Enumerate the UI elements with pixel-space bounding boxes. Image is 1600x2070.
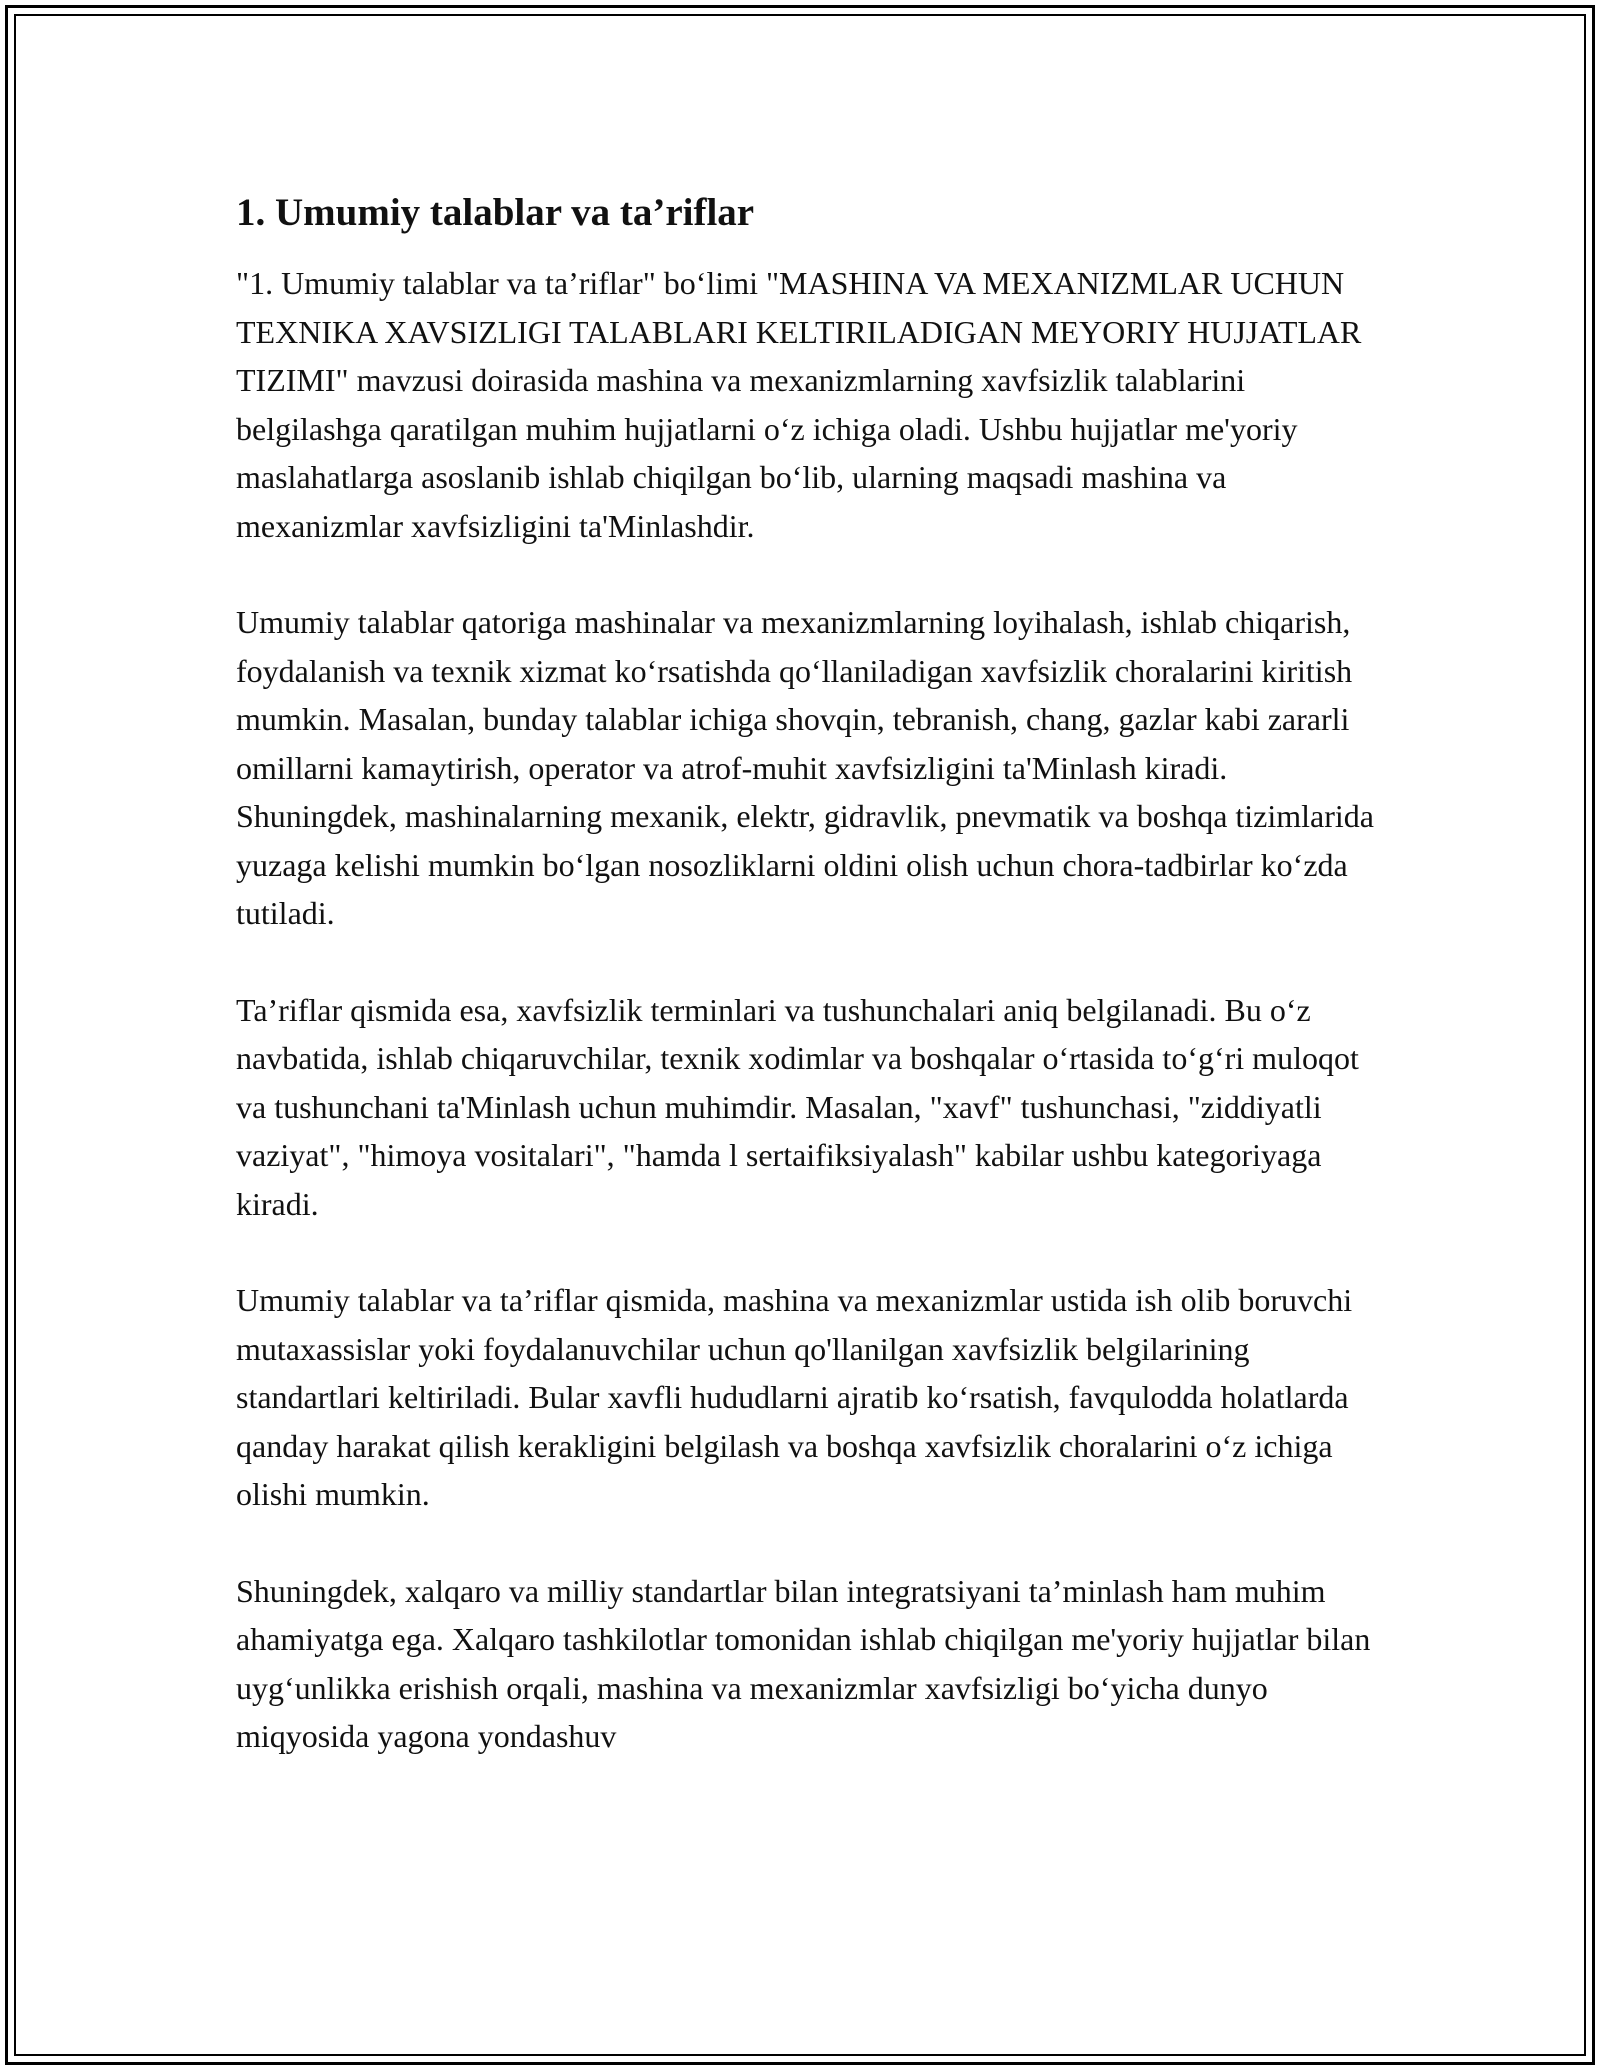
document-body <box>236 185 1376 1809</box>
paragraph-general-requirements: Umumiy talablar qatoriga mashinalar va mexanizmlarning loyihalash, ishlab chiqarish, foydalanish va texnik xizmat ko‘rsatishda qo‘llaniladigan xavfsizlik choralarini kiritish mumkin. Masalan, bunday talablar ichiga shovqin, tebranish, chang, gazlar kabi zararli omillarni kamaytirish, operator va atrof-muhit xavfsizligini ta'Minlash kiradi. Shuningdek, mashinalarning mexanik, elektr, gidravlik, pnevmatik va boshqa tizimlarida yuzaga kelishi mumkin bo‘lgan nosozliklarni oldini olish uchun chora-tadbirlar ko‘zda tutiladi. <box>236 604 1374 931</box>
paragraph-safety-signs: Umumiy talablar va ta’riflar qismida, mashina va mexanizmlar ustida ish olib boruvchi mutaxassislar yoki foydalanuvchilar uchun qo'llanilgan xavfsizlik belgilarining standartlari keltiriladi. Bular xavfli hududlarni ajratib ko‘rsatish, favqulodda holatlarda qanday harakat qilish kerakligini belgilash va boshqa xavfsizlik choralarini o‘z ichiga olishi mumkin. <box>236 1282 1353 1512</box>
paragraph-standards-integration: Shuningdek, xalqaro va milliy standartlar bilan integratsiyani ta’minlash ham muhim ahamiyatga ega. Xalqaro tashkilotlar tomonidan ishlab chiqilgan me'yoriy hujjatlar bilan uyg‘unlikka erishish orqali, mashina va mexanizmlar xavfsizligi bo‘yicha dunyo miqyosida yagona yondashuv <box>236 1572 1371 1754</box>
paragraph-definitions: Ta’riflar qismida esa, xavfsizlik terminlari va tushunchalari aniq belgilanadi. Bu o‘z navbatida, ishlab chiqaruvchilar, texnik xodimlar va boshqalar o‘rtasida to‘g‘ri muloqot va tushunchani ta'Minlash uchun muhimdir. Masalan, "xavf" tushunchasi, "ziddiyatli vaziyat", "himoya vositalari", "hamda l sertaifiksiyalash" kabilar ushbu kategoriyaga kiradi. <box>236 991 1359 1222</box>
section-heading: 1. Umumiy talablar va ta’riflar <box>236 191 755 234</box>
paragraph-intro: "1. Umumiy talablar va ta’riflar" bo‘limi "MASHINA VA MEXANIZMLAR UCHUN TEXNIKA XAVSIZLIGI TALABLARI KELTIRILADIGAN MEYORIY HUJJATLAR TIZIMI" mavzusi doirasida mashina va mexanizmlarning xavfsizlik talablarini belgilashga qaratilgan muhim hujjatlarni o‘z ichiga oladi. Ushbu hujjatlar me'yoriy maslahatlarga asoslanib ishlab chiqilgan bo‘lib, ularning maqsadi mashina va mexanizmlar xavfsizligini ta'Minlashdir. <box>236 265 1362 544</box>
